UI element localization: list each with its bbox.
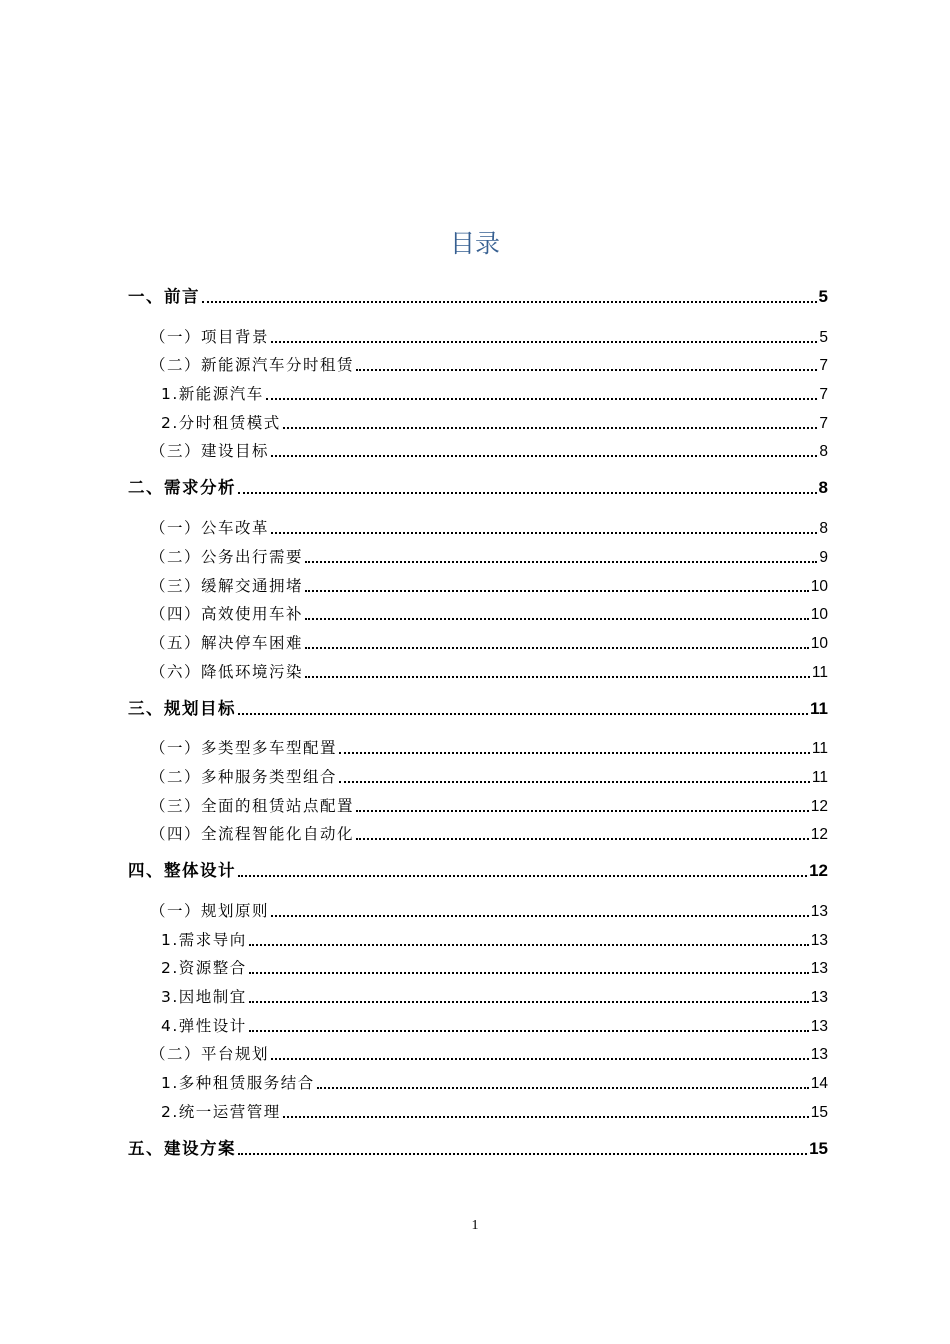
toc-entry-page: 8 [819, 443, 828, 461]
toc-entry-level-2[interactable] [128, 567, 828, 596]
toc-entry-label: （二）多种服务类型组合 [150, 767, 338, 786]
toc-entry-level-2[interactable] [128, 758, 828, 787]
toc-entry-page: 10 [810, 577, 828, 595]
toc-entry-level-3[interactable] [128, 978, 828, 1007]
toc-entry-label: （三）缓解交通拥堵 [150, 576, 304, 595]
toc-entry-level-3[interactable] [128, 950, 828, 979]
dot-leader [271, 903, 809, 917]
toc-entry-level-3[interactable] [128, 1064, 828, 1093]
dot-leader [271, 1046, 809, 1060]
toc-entry-label: （四）高效使用车补 [150, 605, 304, 624]
toc-entry-label: （二）新能源汽车分时租赁 [150, 356, 355, 375]
dot-leader [238, 701, 808, 715]
dot-leader [305, 606, 809, 620]
dot-leader [202, 289, 817, 303]
dot-leader [305, 549, 817, 563]
dot-leader [271, 520, 817, 534]
toc-entry-page: 12 [810, 797, 828, 815]
toc-entry-page: 14 [810, 1075, 828, 1093]
toc-entry-level-2[interactable] [128, 730, 828, 759]
dot-leader [283, 1104, 809, 1118]
toc-entry-page: 7 [819, 414, 828, 432]
toc-entry-page: 7 [819, 386, 828, 404]
toc-entry-level-2[interactable] [128, 787, 828, 816]
toc-entry-level-2[interactable] [128, 509, 828, 538]
toc-entry-label: （四）全流程智能化自动化 [150, 825, 355, 844]
toc-entry-level-3[interactable] [128, 1093, 828, 1122]
dot-leader [266, 386, 818, 400]
toc-entry-page: 15 [809, 1138, 828, 1158]
toc-entry-page: 13 [810, 903, 828, 920]
toc-entry-page: 11 [811, 740, 828, 758]
dot-leader [305, 635, 809, 649]
toc-entry-level-2[interactable] [128, 538, 828, 567]
toc-entry-page: 13 [810, 1017, 828, 1035]
toc-entry-page: 15 [810, 1103, 828, 1121]
toc-entry-label: （一）公车改革 [150, 519, 270, 538]
dot-leader [249, 960, 809, 974]
toc-entry-page: 13 [810, 1046, 828, 1064]
toc-entry-page: 10 [810, 634, 828, 652]
toc-entry-page: 13 [810, 931, 828, 949]
toc-entry-level-2[interactable] [128, 433, 828, 462]
toc-entry-label: （一）项目背景 [150, 327, 270, 346]
toc-entry-page: 8 [818, 478, 828, 498]
toc-entry-level-1[interactable] [128, 1134, 828, 1159]
toc-entry-level-1[interactable] [128, 282, 828, 307]
toc-entry-level-2[interactable] [128, 624, 828, 653]
toc-entry-level-2[interactable] [128, 318, 828, 347]
toc-title: 目录 [449, 229, 500, 258]
toc-entry-label: 3.因地制宜 [161, 988, 247, 1007]
toc-entry-label: 三、规划目标 [128, 698, 236, 718]
page-number: 1 [471, 1218, 479, 1233]
toc-entry-page: 7 [819, 357, 828, 375]
dot-leader [317, 1075, 809, 1089]
toc-entry-page: 12 [810, 826, 828, 844]
toc-entry-label: （二）公务出行需要 [150, 547, 304, 566]
toc-entry-label: （五）解决停车困难 [150, 633, 304, 652]
toc-entry-page: 8 [819, 520, 828, 538]
toc-entry-label: 四、整体设计 [128, 861, 236, 881]
dot-leader [238, 1141, 807, 1155]
toc-entry-label: 1.新能源汽车 [161, 385, 264, 404]
toc-entry-label: 4.弹性设计 [161, 1016, 247, 1035]
toc-entry-page: 11 [811, 663, 828, 681]
toc-entry-level-1[interactable] [128, 694, 828, 719]
dot-leader [249, 1018, 809, 1032]
table-of-contents [128, 282, 828, 1159]
toc-entry-level-2[interactable] [128, 653, 828, 682]
toc-entry-label: 一、前言 [128, 287, 200, 306]
toc-entry-label: 1.需求导向 [161, 930, 247, 949]
toc-entry-level-1[interactable] [128, 856, 828, 881]
dot-leader [356, 357, 817, 371]
dot-leader [339, 769, 810, 783]
toc-entry-level-2[interactable] [128, 347, 828, 376]
toc-entry-level-3[interactable] [128, 1007, 828, 1036]
toc-entry-level-3[interactable] [128, 375, 828, 404]
toc-entry-label: （六）降低环境污染 [150, 662, 304, 681]
toc-entry-page: 13 [810, 989, 828, 1007]
dot-leader [356, 798, 809, 812]
dot-leader [271, 443, 817, 457]
toc-entry-label: 二、需求分析 [128, 478, 236, 498]
toc-entry-label: 1.多种租赁服务结合 [161, 1074, 315, 1093]
toc-entry-label: 2.资源整合 [161, 959, 247, 978]
toc-entry-label: 2.分时租赁模式 [161, 413, 281, 432]
toc-entry-level-2[interactable] [128, 816, 828, 845]
toc-entry-level-2[interactable] [128, 596, 828, 625]
dot-leader [271, 329, 817, 343]
toc-entry-level-2[interactable] [128, 1036, 828, 1065]
toc-entry-level-3[interactable] [128, 404, 828, 433]
dot-leader [283, 415, 818, 429]
toc-entry-page: 5 [818, 287, 828, 306]
toc-entry-page: 12 [809, 861, 828, 881]
toc-entry-label: （三）建设目标 [150, 442, 270, 461]
toc-entry-label: （二）平台规划 [150, 1045, 270, 1064]
toc-entry-page: 5 [819, 328, 828, 346]
toc-entry-label: 2.统一运营管理 [161, 1102, 281, 1121]
dot-leader [339, 740, 810, 754]
toc-entry-label: （一）规划原则 [150, 902, 270, 920]
toc-entry-page: 11 [811, 768, 828, 786]
dot-leader [238, 480, 817, 494]
toc-entry-level-2[interactable] [128, 892, 828, 921]
toc-entry-level-1[interactable] [128, 473, 828, 498]
toc-entry-page: 13 [810, 960, 828, 978]
dot-leader [305, 664, 810, 678]
toc-entry-label: （一）多类型多车型配置 [150, 739, 338, 758]
toc-entry-label: （三）全面的租赁站点配置 [150, 796, 355, 815]
toc-entry-label: 五、建设方案 [128, 1138, 236, 1158]
dot-leader [238, 863, 807, 877]
dot-leader [356, 826, 809, 840]
toc-entry-page: 10 [810, 606, 828, 624]
dot-leader [249, 932, 809, 946]
dot-leader [249, 989, 809, 1003]
toc-entry-page: 9 [819, 548, 828, 566]
toc-entry-page: 11 [810, 698, 828, 718]
toc-entry-level-3[interactable] [128, 921, 828, 950]
dot-leader [305, 578, 809, 592]
